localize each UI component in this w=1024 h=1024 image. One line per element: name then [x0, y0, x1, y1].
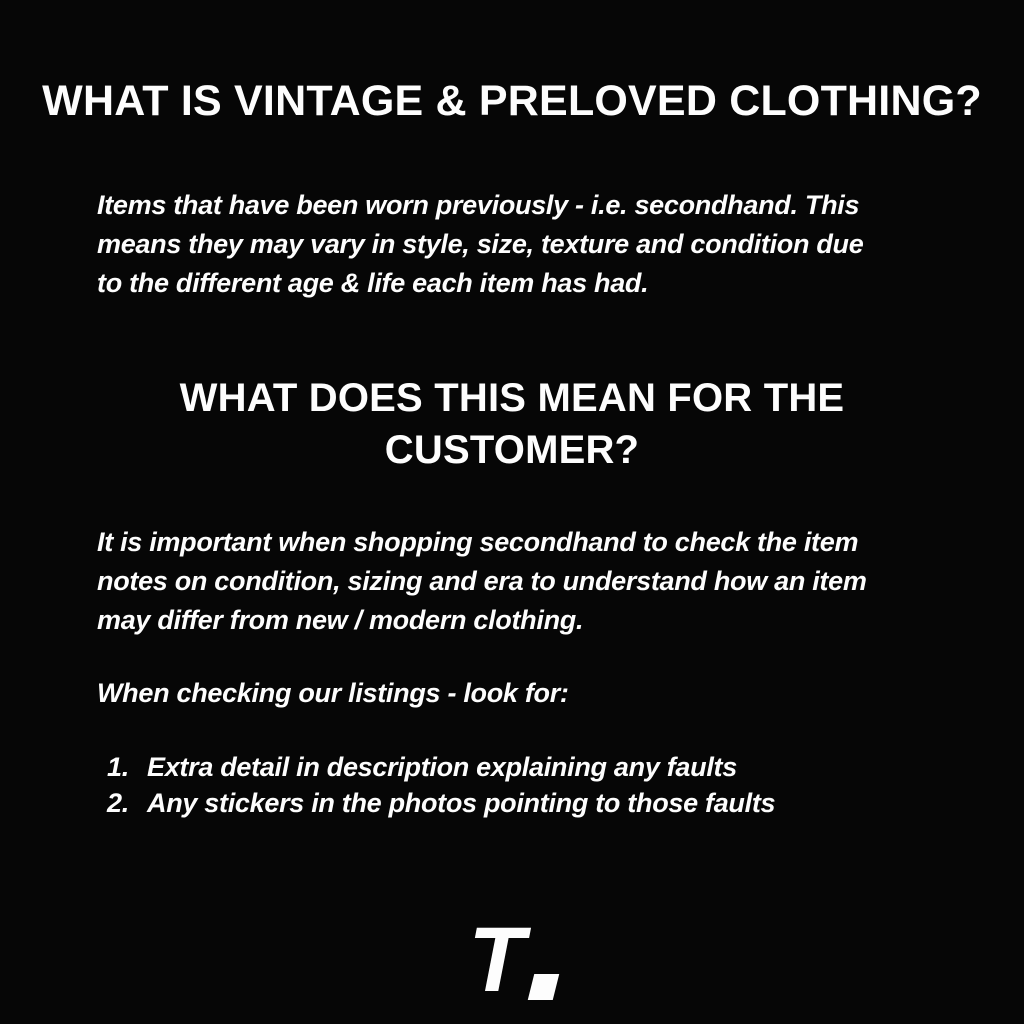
checklist-lead: When checking our listings - look for: — [97, 678, 569, 708]
list-item-text: Extra detail in description explaining any faults — [147, 752, 737, 782]
section-heading-line: WHAT DOES THIS MEAN FOR THE — [179, 376, 845, 420]
customer-line: may differ from new / modern clothing. — [97, 605, 584, 635]
customer-paragraph — [97, 523, 957, 640]
customer-line: It is important when shopping secondhand to check the item — [97, 527, 859, 557]
intro-paragraph — [97, 186, 957, 303]
section-heading-customer — [0, 372, 1024, 476]
brand-logo — [0, 909, 1024, 1011]
checklist — [107, 749, 957, 821]
list-item-number: 2. — [107, 788, 129, 818]
list-item-text: Any stickers in the photos pointing to those faults — [147, 788, 776, 818]
list-item — [107, 785, 957, 821]
list-item — [107, 749, 957, 785]
list-item-number: 1. — [107, 752, 129, 782]
brand-logo-letter: T — [468, 909, 523, 1011]
customer-line: notes on condition, sizing and era to understand how an item — [97, 566, 867, 596]
section-heading-line: CUSTOMER? — [384, 428, 640, 472]
intro-line: means they may vary in style, size, texture and condition due — [97, 229, 864, 259]
page-title: WHAT IS VINTAGE & PRELOVED CLOTHING? — [42, 77, 982, 125]
intro-line: to the different age & life each item has had. — [97, 268, 649, 298]
intro-line: Items that have been worn previously - i.e. secondhand. This — [97, 190, 860, 220]
brand-logo-dot-icon — [527, 974, 558, 1000]
